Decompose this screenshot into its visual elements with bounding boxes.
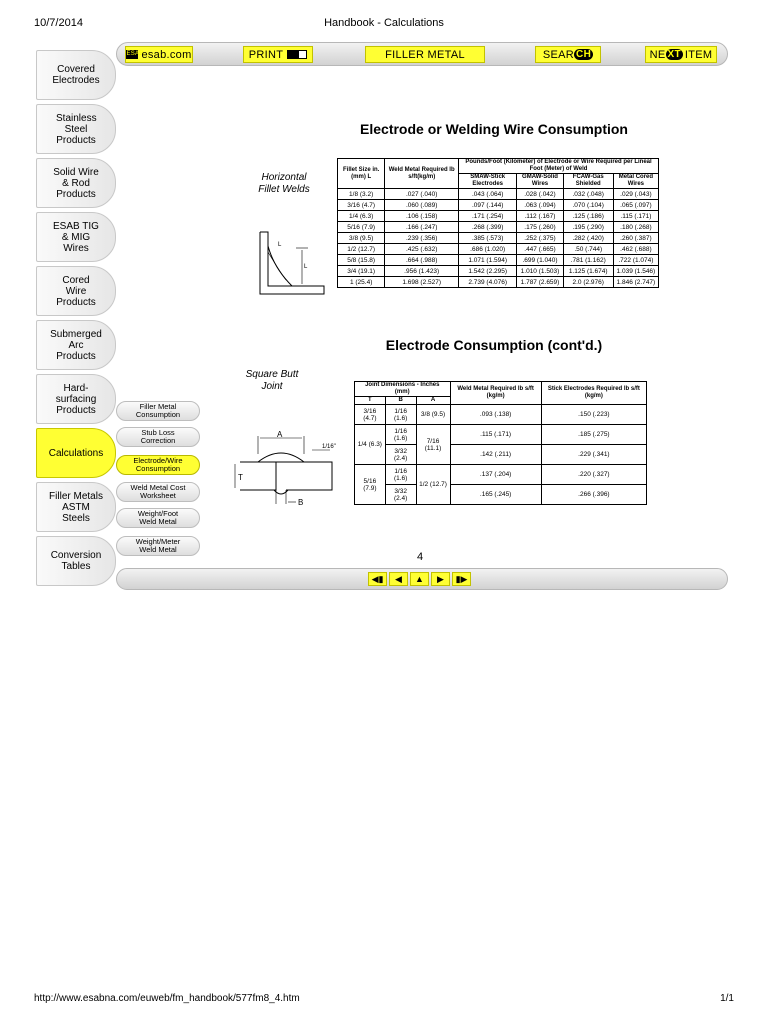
table-cell: .027 (.040) (385, 189, 459, 200)
table-cell: 2.739 (4.076) (459, 277, 517, 288)
submenu-weld-metal-cost-worksheet[interactable] (116, 482, 200, 502)
table-cell: .166 (.247) (385, 222, 459, 233)
table-cell: .106 (.158) (385, 211, 459, 222)
section2-title: Electrode Consumption (cont'd.) (385, 337, 603, 353)
submenu-filler-metal-consumption[interactable] (116, 401, 200, 421)
table-cell: .112 (.167) (517, 211, 563, 222)
table-cell: .462 (.688) (613, 244, 658, 255)
table-cell: .722 (1.074) (613, 255, 658, 266)
logo-text: esab.com (141, 48, 192, 61)
sidebar-item-label: Filler Metals ASTM Steels (49, 490, 103, 524)
search-pill: CH (576, 49, 592, 60)
cell-weld: .115 (.171) (450, 425, 541, 445)
col-t: T (355, 397, 386, 405)
sidebar-item-hardsurfacing[interactable] (36, 374, 116, 424)
diagram-label-b: B (298, 498, 304, 507)
sidebar-item-conversion-tables[interactable] (36, 536, 116, 586)
section1-title: Electrode or Welding Wire Consumption (360, 121, 628, 137)
next-page-icon: ▶ (437, 573, 444, 584)
pager-controls (368, 572, 471, 586)
search-label: SEAR (542, 48, 575, 61)
table-cell: .195 (.290) (563, 222, 613, 233)
filler-metal-label: FILLER METAL (385, 48, 465, 61)
sidebar-item-filler-metals-astm[interactable] (36, 482, 116, 532)
cell-stick: .185 (.275) (541, 425, 646, 445)
table-row (338, 189, 659, 200)
cell-stick: .266 (.396) (541, 485, 646, 505)
filler-metal-button[interactable] (365, 46, 485, 63)
table-cell: .171 (.254) (459, 211, 517, 222)
table-row (338, 211, 659, 222)
sidebar-item-label: Solid Wire & Rod Products (53, 166, 99, 200)
sidebar-item-tig-mig-wires[interactable] (36, 212, 116, 262)
table-row (338, 255, 659, 266)
col-a: A (416, 397, 450, 405)
table-cell: .699 (1.040) (517, 255, 563, 266)
first-page-button[interactable] (368, 572, 387, 586)
table-cell: .175 (.260) (517, 222, 563, 233)
print-title: Handbook - Calculations (324, 17, 444, 29)
table-cell: .260 (.387) (613, 233, 658, 244)
table-row (355, 485, 647, 505)
table-cell: .180 (.268) (613, 222, 658, 233)
table-cell: .070 (.104) (563, 200, 613, 211)
sidebar-item-label: ESAB TIG & MIG Wires (53, 220, 99, 254)
sidebar-item-label: Calculations (48, 447, 104, 459)
butt-joint-diagram (232, 428, 344, 512)
table-cell: 1.846 (2.747) (613, 277, 658, 288)
table-cell: 5/16 (7.9) (338, 222, 385, 233)
table-cell: 1 (25.4) (338, 277, 385, 288)
print-button[interactable] (243, 46, 313, 63)
esab-logo-icon: ESAB (126, 51, 144, 57)
submenu-label: Electrode/Wire Consumption (133, 456, 183, 473)
table-cell: .097 (.144) (459, 200, 517, 211)
table-row (338, 222, 659, 233)
table-cell: .115 (.171) (613, 211, 658, 222)
submenu-weight-meter[interactable] (116, 536, 200, 556)
col-b: B (385, 397, 416, 405)
table-cell: .125 (.186) (563, 211, 613, 222)
table-cell: .029 (.043) (613, 189, 658, 200)
cell-stick: .220 (.327) (541, 465, 646, 485)
table-row (355, 405, 647, 425)
sidebar-item-stainless-steel[interactable] (36, 104, 116, 154)
sidebar-item-submerged-arc[interactable] (36, 320, 116, 370)
table-row (355, 425, 647, 445)
last-page-button[interactable] (452, 572, 471, 586)
col-gmaw: GMAW-Solid Wires (517, 174, 563, 189)
sidebar-item-label: Cored Wire Products (56, 274, 96, 308)
table-cell: .060 (.089) (385, 200, 459, 211)
table-row (338, 266, 659, 277)
table-row (338, 277, 659, 288)
table-cell: 3/8 (9.5) (338, 233, 385, 244)
cell-b: 1/16 (1.6) (385, 405, 416, 425)
col-weld-metal: Weld Metal Required lb s/ft(kg/m) (385, 159, 459, 189)
sidebar-item-calculations[interactable] (36, 428, 116, 478)
diagram-label-a: A (277, 430, 283, 439)
print-date: 10/7/2014 (34, 17, 83, 29)
sidebar-item-solid-wire[interactable] (36, 158, 116, 208)
sidebar-item-label: Stainless Steel Products (56, 112, 97, 146)
next-page-button[interactable] (431, 572, 450, 586)
cell-b: 3/32 (2.4) (385, 445, 416, 465)
col-smaw: SMAW-Stick Electrodes (459, 174, 517, 189)
cell-b: 1/16 (1.6) (385, 465, 416, 485)
print-label: PRINT (248, 48, 284, 61)
table-cell: 1/2 (12.7) (338, 244, 385, 255)
sidebar-item-covered-electrodes[interactable] (36, 50, 116, 100)
table-cell: 1/8 (3.2) (338, 189, 385, 200)
table-cell: .282 (.420) (563, 233, 613, 244)
sidebar-item-label: Submerged Arc Products (50, 328, 102, 362)
first-page-icon: ◀▮ (371, 573, 384, 584)
up-arrow-icon: ▲ (415, 574, 424, 584)
submenu-label: Stub Loss Correction (140, 428, 176, 445)
sidebar-item-cored-wire[interactable] (36, 266, 116, 316)
sidebar-item-label: Covered Electrodes (52, 64, 100, 86)
col-weld-metal-required: Weld Metal Required lb s/ft (kg/m) (450, 382, 541, 405)
cell-weld: .137 (.204) (450, 465, 541, 485)
table-cell: .664 (.988) (385, 255, 459, 266)
next-pill: XT (667, 49, 681, 60)
page-number: 4 (416, 551, 424, 563)
table-cell: .252 (.375) (517, 233, 563, 244)
table-cell: 1.071 (1.594) (459, 255, 517, 266)
submenu-label: Weld Metal Cost Worksheet (130, 483, 186, 500)
next-item-button[interactable] (645, 46, 717, 63)
table-cell: .781 (1.162) (563, 255, 613, 266)
table-row (338, 233, 659, 244)
diagram-label-l2: L (304, 264, 308, 270)
table-cell: 2.0 (2.976) (563, 277, 613, 288)
table-row (338, 200, 659, 211)
table-cell: .425 (.632) (385, 244, 459, 255)
cell-t: 3/16 (4.7) (355, 405, 386, 425)
cell-stick: .150 (.223) (541, 405, 646, 425)
cell-weld: .093 (.138) (450, 405, 541, 425)
next-label-post: ITEM (684, 48, 713, 61)
fillet-consumption-table (337, 158, 659, 288)
table-cell: .239 (.356) (385, 233, 459, 244)
table-cell: .032 (.048) (563, 189, 613, 200)
table-row (355, 465, 647, 485)
col-metal-cored: Metal Cored Wires (613, 174, 658, 189)
table-cell: .447 (.665) (517, 244, 563, 255)
submenu-weight-foot[interactable] (116, 508, 200, 528)
sidebar-item-label: Conversion Tables (50, 550, 102, 572)
last-page-icon: ▮▶ (455, 573, 468, 584)
cell-b: 3/32 (2.4) (385, 485, 416, 505)
esab-home-link[interactable] (125, 46, 193, 63)
diagram-label-l1: L (278, 242, 282, 248)
printer-icon (287, 50, 307, 59)
search-button[interactable] (535, 46, 601, 63)
cell-stick: .229 (.341) (541, 445, 646, 465)
table-cell: 1.010 (1.503) (517, 266, 563, 277)
cell-a: 1/2 (12.7) (416, 465, 450, 505)
table-cell: 1.787 (2.659) (517, 277, 563, 288)
cell-t: 5/16 (7.9) (355, 465, 386, 505)
fillet-weld-diagram (252, 228, 328, 300)
top-nav-bar (116, 42, 728, 66)
table-cell: .268 (.399) (459, 222, 517, 233)
prev-page-icon: ◀ (395, 573, 402, 584)
print-url: http://www.esabna.com/euweb/fm_handbook/577fm8_4.htm (34, 993, 300, 1004)
diagram-label-gap: 1/16" (322, 444, 336, 450)
submenu-label: Weight/Foot Weld Metal (137, 509, 179, 526)
table-row (355, 445, 647, 465)
table-cell: .028 (.042) (517, 189, 563, 200)
table-cell: .385 (.573) (459, 233, 517, 244)
col-group-header: Pounds/Foot (Kilometer) of Electrode or Wire Required per Lineal Foot (Meter) of Weld (459, 159, 659, 174)
table-cell: 3/16 (4.7) (338, 200, 385, 211)
submenu-stub-loss-correction[interactable] (116, 427, 200, 447)
prev-page-button[interactable] (389, 572, 408, 586)
diagram-label-t: T (238, 473, 243, 482)
submenu-electrode-wire-consumption[interactable] (116, 455, 200, 475)
table-cell: 1/4 (6.3) (338, 211, 385, 222)
section1-caption: Horizontal Fillet Welds (258, 172, 310, 195)
cell-weld: .142 (.211) (450, 445, 541, 465)
next-label-pre: NE (649, 48, 666, 61)
table-cell: .063 (.094) (517, 200, 563, 211)
table-cell: 5/8 (15.8) (338, 255, 385, 266)
table-cell: .686 (1.020) (459, 244, 517, 255)
col-fillet-size: Fillet Size in. (mm) L (338, 159, 385, 189)
cell-a: 7/16 (11.1) (416, 425, 450, 465)
cell-b: 1/16 (1.6) (385, 425, 416, 445)
print-page-count: 1/1 (720, 993, 734, 1004)
cell-t: 1/4 (6.3) (355, 425, 386, 465)
submenu-label: Weight/Meter Weld Metal (135, 537, 181, 554)
cell-weld: .165 (.245) (450, 485, 541, 505)
table-cell: 1.125 (1.674) (563, 266, 613, 277)
table-cell: .956 (1.423) (385, 266, 459, 277)
sidebar-item-label: Hard-surfacing Products (55, 382, 97, 416)
section2-caption: Square Butt Joint (245, 369, 299, 392)
submenu-label: Filler Metal Consumption (135, 402, 181, 419)
col-fcaw: FCAW-Gas Shielded (563, 174, 613, 189)
table-row (338, 244, 659, 255)
col-stick-required: Stick Electrodes Required lb s/ft (kg/m) (541, 382, 646, 405)
table-cell: .043 (.064) (459, 189, 517, 200)
butt-joint-table (354, 381, 647, 505)
table-cell: 3/4 (19.1) (338, 266, 385, 277)
col-joint-dimensions: Joint Dimensions - Inches (mm) (355, 382, 451, 397)
up-page-button[interactable] (410, 572, 429, 586)
table-cell: 1.698 (2.527) (385, 277, 459, 288)
cell-a: 3/8 (9.5) (416, 405, 450, 425)
table-cell: .50 (.744) (563, 244, 613, 255)
table-cell: 1.542 (2.295) (459, 266, 517, 277)
table-cell: 1.039 (1.546) (613, 266, 658, 277)
table-cell: .065 (.097) (613, 200, 658, 211)
